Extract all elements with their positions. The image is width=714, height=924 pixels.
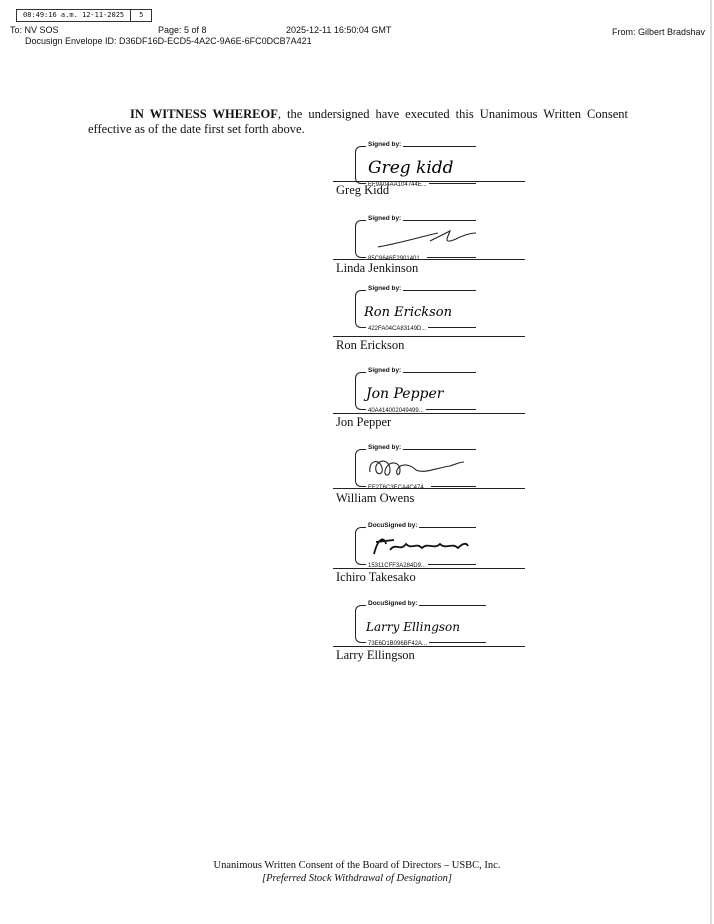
signer-name: Larry Ellingson [336,648,415,662]
docusign-box [355,141,476,188]
signed-by-label: DocuSigned by: [368,522,418,529]
docusign-box [355,215,476,262]
signature-line [333,413,525,414]
handwritten-signature [360,377,470,407]
signer-id: 422FA04CA83149D... [368,326,427,332]
footer-line-2: [Preferred Stock Withdrawal of Designation] [262,873,452,884]
signer-id: 73E6D1B096BF42A... [368,641,428,647]
fax-page: Page: 5 of 8 [158,25,207,35]
signer-name: Ron Erickson [336,338,405,352]
signer-name: Jon Pepper [336,415,392,429]
fax-stamp-time: 08:49:16 a.m. 12-11-2025 [23,11,125,19]
signer-name: Ichiro Takesako [336,570,416,584]
witness-paragraph [88,107,628,137]
signer-name: William Owens [336,491,415,505]
docusign-box [355,600,486,647]
footer-line-1: Unanimous Written Consent of the Board of Directors – USBC, Inc. [213,860,501,871]
fax-stamp-page: 5 [130,10,151,21]
signer-id: EF9A04AA104744E... [368,182,427,188]
witness-lead: IN WITNESS WHEREOF [130,107,278,121]
fax-stamp [16,9,152,22]
signer-name: Greg Kidd [336,183,390,197]
signed-by-label: Signed by: [368,444,402,451]
docusign-box [355,522,476,569]
svg-text:Larry Ellingson: Larry Ellingson [366,620,460,634]
signature-line [333,259,525,260]
fax-from: From: Gilbert Bradshav [612,27,706,37]
docusign-box [355,367,476,414]
svg-text:Jon Pepper: Jon Pepper [366,386,444,402]
handwritten-signature [360,225,480,255]
signer-id: 15311CFF3A284D9... [368,563,426,569]
docusign-box [355,285,476,332]
signer-id: 85C8646E2901401... [368,256,425,262]
docusign-box [355,444,476,491]
handwritten-signature [360,532,480,562]
signed-by-label: Signed by: [368,367,402,374]
signed-by-label: Signed by: [368,215,402,222]
page-footer [0,859,714,885]
envelope-id: Docusign Envelope ID: D36DF16D-ECD5-4A2C-9A6E-6FC0DCB7A421 [25,36,312,46]
signature-line [333,568,525,569]
fax-to: To: NV SOS [10,25,59,35]
witness-text: , the undersigned have executed this Unanimous Written Consent effective as of the date first set forth above. [88,107,628,136]
signed-by-label: Signed by: [368,141,402,148]
signed-by-label: DocuSigned by: [368,600,418,607]
signer-id: 40A414002049499... [368,408,424,414]
signature-line [333,488,525,489]
scan-edge [710,0,712,924]
svg-text:Ron Erickson: Ron Erickson [364,305,453,320]
fax-timestamp: 2025-12-11 16:50:04 GMT [286,25,392,35]
signed-by-label: Signed by: [368,285,402,292]
handwritten-signature [360,610,485,640]
signature-line [333,336,525,337]
signer-id: EF2T6C3ECA4C474... [368,485,429,491]
handwritten-signature [360,454,480,484]
signature-line [333,646,525,647]
handwritten-signature [360,295,470,325]
signature-line [333,181,525,182]
signer-name: Linda Jenkinson [336,261,419,275]
svg-text:Greg kidd: Greg kidd [368,158,454,178]
handwritten-signature [360,151,470,181]
